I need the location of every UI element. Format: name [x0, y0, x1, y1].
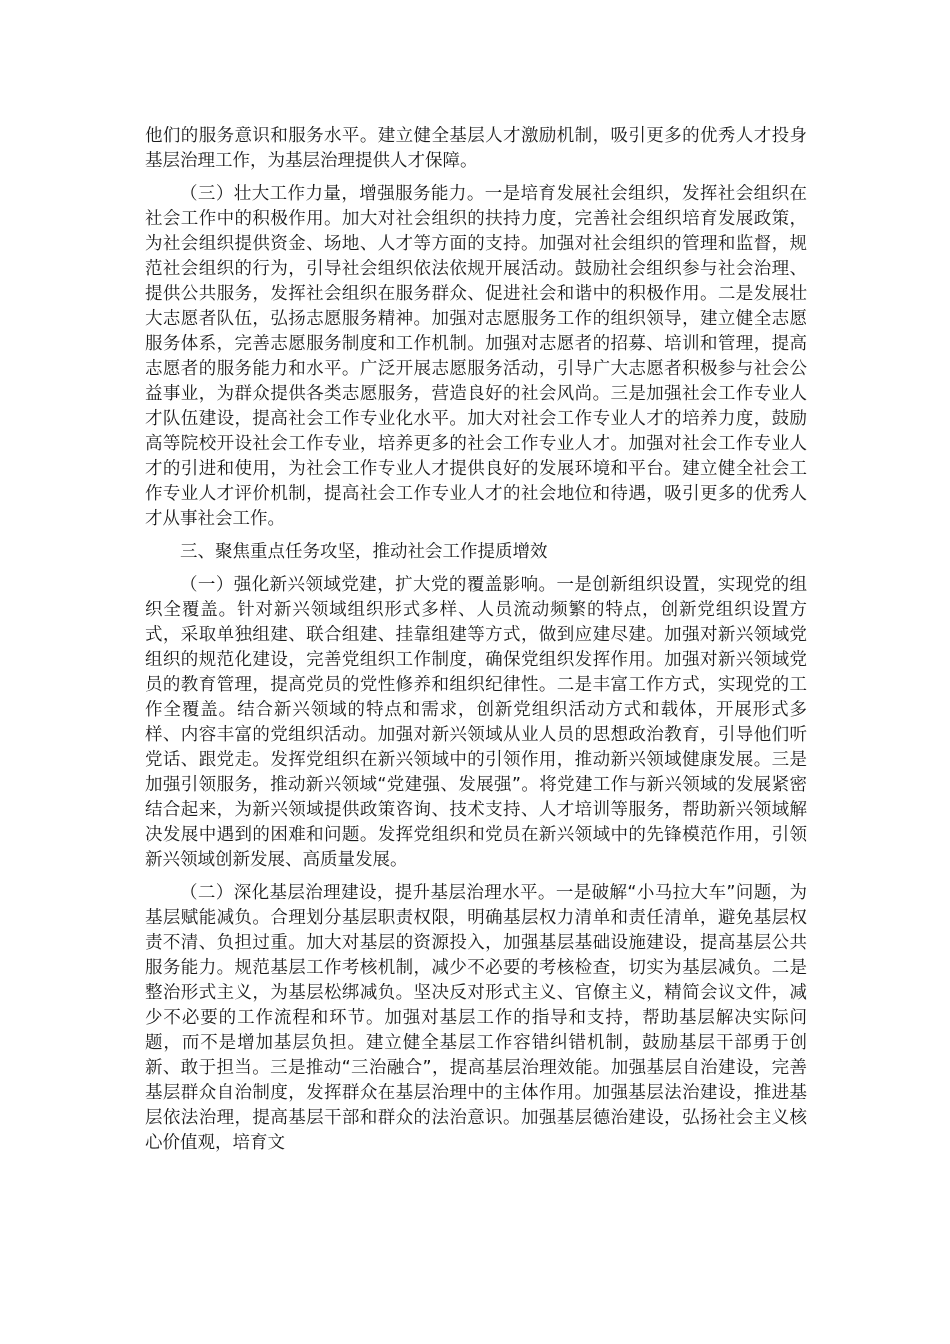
- paragraph-subsection-two: （二）深化基层治理建设，提升基层治理水平。一是破解“小马拉大车”问题，为基层赋能减负。合理划分基层职责权限，明确基层权力清单和责任清单，避免基层权责不清、负担过重。加大对基层的资源投入，加强基层基础设施建设，提高基层公共服务能力。规范基层工作考核机制，减少不必要的考核检查，切实为基层减负。二是整治形式主义，为基层松绑减负。坚决反对形式主义、官僚主义，精简会议文件，减少不必要的工作流程和环节。加强对基层工作的指导和支持，帮助基层解决实际问题，而不是增加基层负担。建立健全基层工作容错纠错机制，鼓励基层干部勇于创新、敢于担当。三是推动“三治融合”，提高基层治理效能。加强基层自治建设，完善基层群众自治制度，发挥群众在基层治理中的主体作用。加强基层法治建设，推进基层依法治理，提高基层干部和群众的法治意识。加强基层德治建设，弘扬社会主义核心价值观，培育文: [145, 883, 807, 1153]
- paragraph-continuation: 他们的服务意识和服务水平。建立健全基层人才激励机制，吸引更多的优秀人才投身基层治理工作，为基层治理提供人才保障。: [145, 126, 807, 171]
- paragraph-subsection-one: （一）强化新兴领域党建，扩大党的覆盖影响。一是创新组织设置，实现党的组织全覆盖。针对新兴领域组织形式多样、人员流动频繁的特点，创新党组织设置方式，采取单独组建、联合组建、挂靠组建等方式，做到应建尽建。加强对新兴领域党组织的规范化建设，完善党组织工作制度，确保党组织发挥作用。加强对新兴领域党员的教育管理，提高党员的党性修养和组织纪律性。二是丰富工作方式，实现党的工作全覆盖。结合新兴领域的特点和需求，创新党组织活动方式和载体，开展形式多样、内容丰富的党组织活动。加强对新兴领域从业人员的思想政治教育，引导他们听党话、跟党走。发挥党组织在新兴领域中的引领作用，推动新兴领域健康发展。三是加强引领服务，推动新兴领域“党建强、发展强”。将党建工作与新兴领域的发展紧密结合起来，为新兴领域提供政策咨询、技术支持、人才培训等服务，帮助新兴领域解决发展中遇到的困难和问题。发挥党组织和党员在新兴领域中的先锋模范作用，引领新兴领域创新发展、高质量发展。: [145, 575, 807, 870]
- document-page: [145, 124, 807, 1156]
- paragraph-section-three-of-two: （三）壮大工作力量，增强服务能力。一是培育发展社会组织，发挥社会组织在社会工作中的积极作用。加大对社会组织的扶持力度，完善社会组织培育发展政策，为社会组织提供资金、场地、人才等方面的支持。加强对社会组织的管理和监督，规范社会组织的行为，引导社会组织依法依规开展活动。鼓励社会组织参与社会治理、提供公共服务，发挥社会组织在服务群众、促进社会和谐中的积极作用。二是发展壮大志愿者队伍，弘扬志愿服务精神。加强对志愿服务工作的组织领导，建立健全志愿服务体系，完善志愿服务制度和工作机制。加强对志愿者的招募、培训和管理，提高志愿者的服务能力和水平。广泛开展志愿服务活动，引导广大志愿者积极参与社会公益事业，为群众提供各类志愿服务，营造良好的社会风尚。三是加强社会工作专业人才队伍建设，提高社会工作专业化水平。加大对社会工作专业人才的培养力度，鼓励高等院校开设社会工作专业，培养更多的社会工作专业人才。加强对社会工作专业人才的引进和使用，为社会工作专业人才提供良好的发展环境和平台。建立健全社会工作专业人才评价机制，提高社会工作专业人才的社会地位和待遇，吸引更多的优秀人才从事社会工作。: [145, 184, 807, 529]
- section-heading-three: 三、聚焦重点任务攻坚，推动社会工作提质增效: [180, 542, 548, 562]
